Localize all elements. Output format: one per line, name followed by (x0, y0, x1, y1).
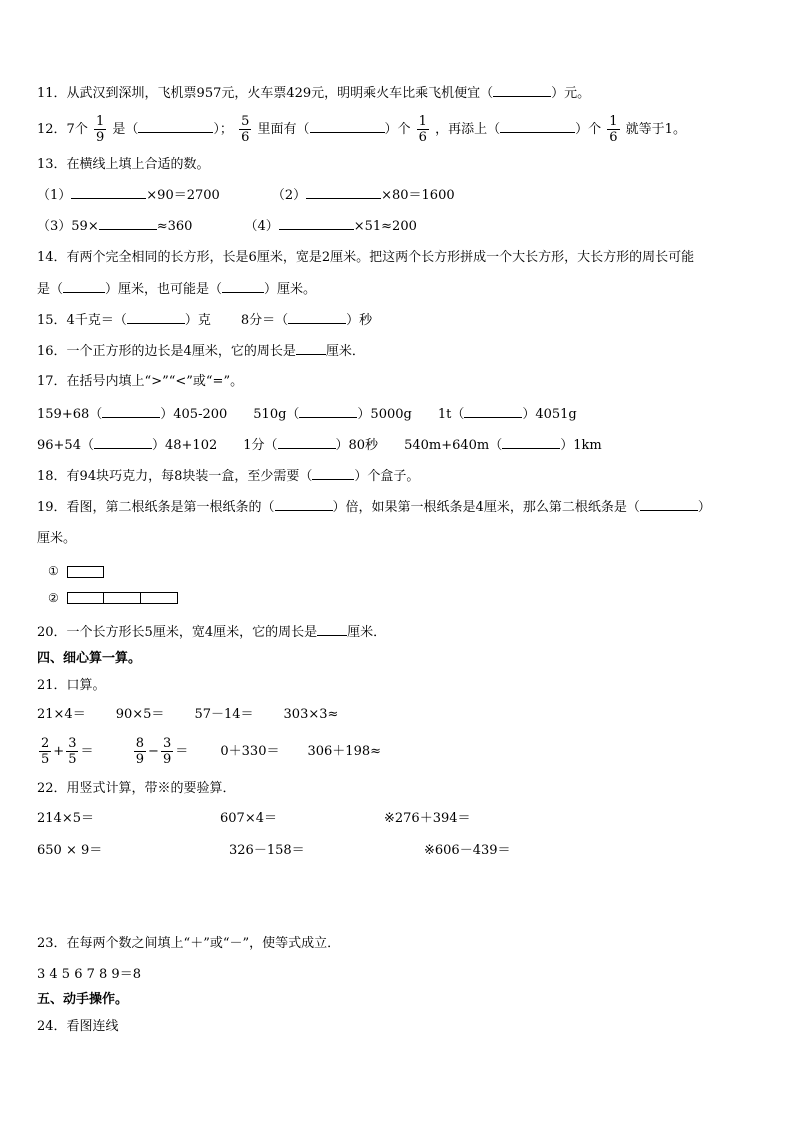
question-20: 20．一个长方形长5厘米，宽4厘米，它的周长是 厘米． (37, 625, 387, 640)
paper-strip-2-segment (140, 592, 178, 604)
answer-blank[interactable] (296, 342, 326, 355)
answer-blank[interactable] (299, 405, 357, 418)
question-22-title: 22．用竖式计算，带※的要验算． (37, 781, 236, 796)
q22-item: ※276＋394＝ (384, 811, 471, 826)
question-13-title: 13．在横线上填上合适的数。 (37, 157, 210, 172)
paper-strip-2-segment (103, 592, 141, 604)
question-14-line2: 是（ ）厘米，也可能是（ ）厘米。 (37, 282, 317, 297)
question-19-line2: 厘米。 (37, 531, 77, 546)
answer-blank[interactable] (94, 436, 152, 449)
question-14-line1: 14．有两个完全相同的长方形，长是6厘米，宽是2厘米。把这两个长方形拼成一个大长方形，大长方形的周长可能 (37, 250, 695, 265)
q22-item: 650 × 9＝ (37, 843, 103, 858)
question-21-row1: 21×4＝ 90×5＝ 57－14＝ 303×3≈ (37, 707, 339, 722)
fraction: $\frac{1}{6}$ (609, 114, 618, 145)
question-11: 11．从武汉到深圳，飞机票957元，火车票429元，明明乘火车比乘飞机便宜（ ）元。 (37, 86, 591, 101)
strip-2-marker: ② (48, 591, 59, 605)
answer-blank[interactable] (99, 217, 157, 230)
answer-blank[interactable] (102, 405, 160, 418)
question-17-row2: 96+54（ ）48+102 1分（ ）80秒 540m+640m（ ）1km (37, 438, 602, 453)
fraction: $\frac{1}{6}$ (418, 114, 427, 145)
answer-blank[interactable] (306, 186, 381, 199)
q22-item: ※606－439＝ (424, 843, 511, 858)
question-13-row2: （3）59× ≈360 （4） ×51≈200 (37, 219, 417, 234)
question-21-title: 21．口算。 (37, 678, 106, 693)
answer-blank[interactable] (502, 436, 560, 449)
question-19-line1: 19．看图，第二根纸条是第一根纸条的（ ）倍，如果第一根纸条是4厘米，那么第二根纸条是（ ） (37, 500, 711, 515)
section-4-heading: 四、细心算一算。 (37, 651, 142, 666)
fraction: $\frac{8}{9}$ (135, 736, 145, 767)
question-24-title: 24．看图连线 (37, 1019, 119, 1034)
fraction: $\frac{2}{5}$ (41, 736, 50, 767)
question-18: 18．有94块巧克力，每8块装一盒，至少需要（ ）个盒子。 (37, 469, 420, 484)
question-15: 15．4千克＝（ ）克 8分＝（ ）秒 (37, 313, 373, 328)
answer-blank[interactable] (464, 405, 522, 418)
answer-blank[interactable] (312, 467, 354, 480)
answer-blank[interactable] (500, 120, 575, 133)
q11-text: 11．从武汉到深圳，飞机票957元，火车票429元，明明乘火车比乘飞机便宜（ (37, 86, 494, 101)
strip-1-marker: ① (48, 564, 59, 578)
fraction: $\frac{3}{5}$ (68, 736, 77, 767)
answer-blank[interactable] (63, 280, 105, 293)
question-21-row2: $\frac{2}{5}$ + $\frac{3}{5}$ ＝ $\frac{8}{9}$ − $\frac{3}{9}$ ＝ 0＋330＝ 306＋198≈ (41, 736, 382, 767)
answer-blank[interactable] (279, 217, 354, 230)
answer-blank[interactable] (278, 436, 336, 449)
answer-blank[interactable] (127, 311, 185, 324)
paper-strip-1 (67, 566, 104, 578)
answer-blank[interactable] (222, 280, 264, 293)
fraction: $\frac{5}{6}$ (241, 114, 250, 145)
q22-item: 214×5＝ (37, 811, 94, 826)
q22-item: 326－158＝ (229, 843, 305, 858)
answer-blank[interactable] (275, 498, 333, 511)
q22-item: 607×4＝ (220, 811, 277, 826)
question-12: 12．7个 $\frac{1}{9}$ 是（ ）； $\frac{5}{6}$ 里面有（ ）个 $\frac{1}{6}$ ，再添上（ ）个 $\frac{1}{6}$ 就等于1。 (37, 114, 686, 145)
question-13-row1: （1） ×90＝2700 （2） ×80＝1600 (37, 188, 455, 203)
question-23-title: 23．在每两个数之间填上“＋”或“－”，使等式成立． (37, 936, 341, 951)
question-17-title: 17．在括号内填上“>”“<”或“=”。 (37, 374, 244, 389)
answer-blank[interactable] (640, 498, 698, 511)
answer-blank[interactable] (317, 623, 347, 636)
paper-strip-2-segment (67, 592, 104, 604)
question-23-expression: 3 4 5 6 7 8 9＝8 (37, 967, 141, 982)
answer-blank[interactable] (493, 84, 551, 97)
answer-blank[interactable] (138, 120, 213, 133)
answer-blank[interactable] (71, 186, 146, 199)
fraction: $\frac{3}{9}$ (162, 736, 172, 767)
answer-blank[interactable] (310, 120, 385, 133)
question-16: 16．一个正方形的边长是4厘米，它的周长是 厘米． (37, 344, 365, 359)
answer-blank[interactable] (288, 311, 346, 324)
section-5-heading: 五、动手操作。 (37, 992, 129, 1007)
fraction: $\frac{1}{9}$ (95, 114, 105, 145)
question-17-row1: 159+68（ ）405-200 510g（ ）5000g 1t（ ）4051g (37, 407, 577, 422)
